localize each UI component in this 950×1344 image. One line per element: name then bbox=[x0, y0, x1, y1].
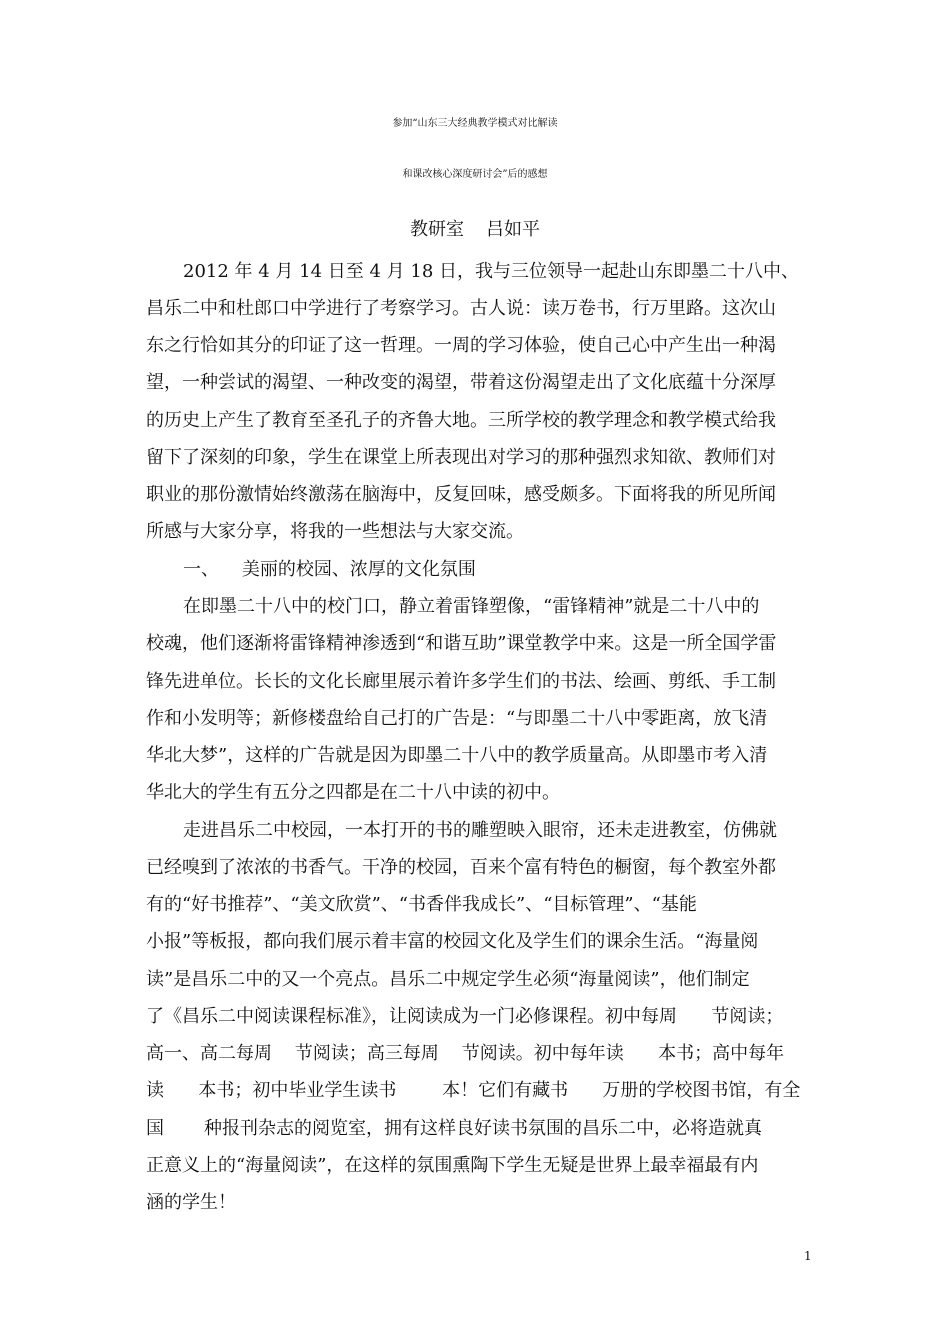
body-line: 读 本书；初中毕业学生读书 本！它们有藏书 万册的学校图书馆，有全 bbox=[146, 1080, 801, 1101]
body-line: 作和小发明等；新修楼盘给自己打的广告是：“与即墨二十八中零距离，放飞清 bbox=[146, 708, 768, 729]
body-line: 已经嗅到了浓浓的书香气。干净的校园，百来个富有特色的橱窗，每个教室外都 bbox=[146, 857, 776, 878]
body-line: 了《昌乐二中阅读课程标准》，让阅读成为一门必修课程。初中每周 节阅读； bbox=[146, 1006, 784, 1027]
body-line: 国 种报刊杂志的阅览室，拥有这样良好读书氛围的昌乐二中，必将造就真 bbox=[146, 1118, 763, 1139]
author-line bbox=[0, 221, 950, 239]
body-line: 高一、高二每周 节阅读；高三每周 节阅读。初中每年读 本书；高中每年 bbox=[146, 1043, 785, 1064]
body-line: 华北大的学生有五分之四都是在二十八中读的初中。 bbox=[146, 782, 560, 803]
author-department: 教研室 bbox=[410, 219, 464, 240]
section-heading: 一、 美丽的校园、浓厚的文化氛围 bbox=[183, 559, 476, 580]
document-title-line-1: 参加“山东三大经典教学模式对比解读 bbox=[392, 118, 558, 129]
body-line: 所感与大家分享，将我的一些想法与大家交流。 bbox=[146, 521, 524, 542]
body-line: 走进昌乐二中校园，一本打开的书的雕塑映入眼帘，还未走进教室，仿佛就 bbox=[183, 820, 777, 841]
body-line: 的历史上产生了教育至圣孔子的齐鲁大地。三所学校的教学理念和教学模式给我 bbox=[146, 410, 776, 431]
body-line: 职业的那份激情始终激荡在脑海中，反复回味，感受颇多。下面将我的所见所闻 bbox=[146, 484, 776, 505]
body-line: 东之行恰如其分的印证了这一哲理。一周的学习体验，使自己心中产生出一种渴 bbox=[146, 335, 776, 356]
body-line: 在即墨二十八中的校门口，静立着雷锋塑像，“雷锋精神”就是二十八中的 bbox=[183, 596, 760, 617]
document-title-line-2: 和课改核心深度研讨会”后的感想 bbox=[402, 169, 548, 180]
body-line: 2012 年 4 月 14 日至 4 月 18 日，我与三位领导一起赴山东即墨二十八中、 bbox=[183, 261, 800, 282]
body-line: 小报”等板报，都向我们展示着丰富的校园文化及学生们的课余生活。“海量阅 bbox=[146, 931, 759, 952]
body-line: 望，一种尝试的渴望、一种改变的渴望，带着这份渴望走出了文化底蕴十分深厚 bbox=[146, 372, 776, 393]
body-line: 正意义上的“海量阅读”，在这样的氛围熏陶下学生无疑是世界上最幸福最有内 bbox=[146, 1155, 759, 1176]
body-line: 华北大梦”，这样的广告就是因为即墨二十八中的教学质量高。从即墨市考入清 bbox=[146, 745, 768, 766]
body-line: 有的“好书推荐”、“美文欣赏”、“书香伴我成长”、“目标管理”、“基能 bbox=[146, 894, 697, 915]
body-line: 锋先进单位。长长的文化长廊里展示着许多学生们的书法、绘画、剪纸、手工制 bbox=[146, 671, 776, 692]
page-number: 1 bbox=[804, 1249, 812, 1263]
body-line: 读”是昌乐二中的又一个亮点。昌乐二中规定学生必须“海量阅读”，他们制定 bbox=[146, 969, 750, 990]
body-line: 涵的学生！ bbox=[146, 1192, 236, 1213]
body-line: 昌乐二中和杜郎口中学进行了考察学习。古人说：读万卷书，行万里路。这次山 bbox=[146, 298, 776, 319]
author-name: 吕如平 bbox=[486, 219, 540, 240]
body-line: 校魂，他们逐渐将雷锋精神渗透到“和谐互助”课堂教学中来。这是一所全国学雷 bbox=[146, 633, 777, 654]
body-line: 留下了深刻的印象，学生在课堂上所表现出对学习的那种强烈求知欲、教师们对 bbox=[146, 447, 776, 468]
